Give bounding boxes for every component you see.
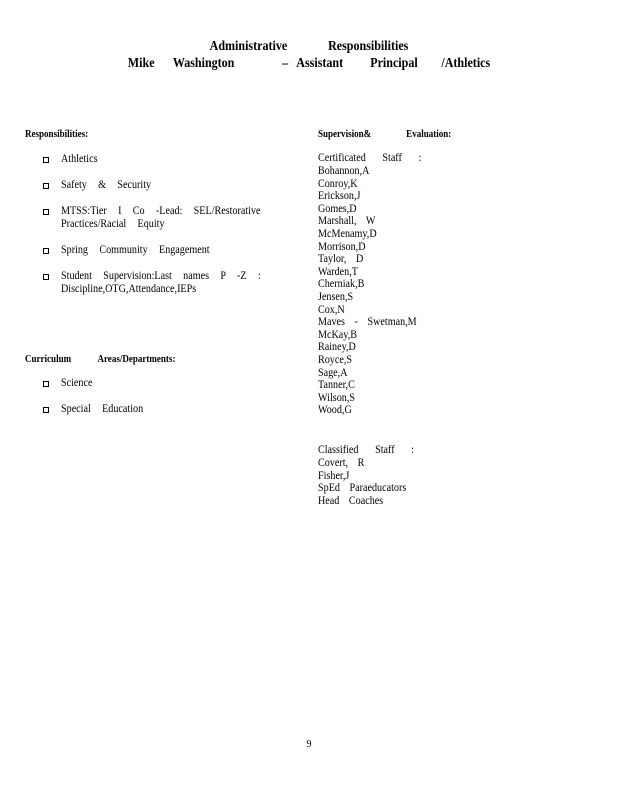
title-dash: – (282, 56, 289, 71)
curriculum-item: Science (25, 377, 291, 390)
curriculum-item: Special Education (25, 403, 291, 416)
staff-name: Gomes,D (318, 202, 357, 215)
page-number: 9 (306, 739, 312, 750)
supervision-heading: Supervision& Evaluation: (318, 128, 452, 140)
staff-name: SpEd Paraeducators (318, 482, 407, 495)
administrator-role-suffix: /Athletics (441, 56, 491, 71)
staff-name: Wilson,S (318, 391, 355, 404)
staff-name: Cherniak,B (318, 278, 365, 291)
certificated-staff-label: Certificated Staff : (318, 152, 422, 164)
staff-name: Jensen,S (318, 290, 354, 303)
staff-name: Marshall, W (318, 215, 376, 228)
classified-staff-section (318, 444, 427, 507)
responsibility-item: Athletics (25, 153, 291, 166)
staff-name: Maves - Swetman,M (318, 316, 417, 329)
staff-name: Tanner,C (318, 379, 355, 392)
staff-name: Warden,T (318, 265, 358, 278)
staff-name: Wood,G (318, 404, 352, 417)
administrator-role: Assistant Principal (296, 56, 418, 71)
staff-name: Erickson,J (318, 190, 361, 203)
staff-name: McKay,B (318, 328, 357, 341)
classified-staff-list (318, 457, 427, 507)
administrator-name: Mike Washington (127, 56, 235, 71)
document-subtitle (43, 56, 574, 72)
staff-name: Rainey,D (318, 341, 356, 354)
curriculum-heading: Curriculum Areas/Departments: (25, 353, 176, 365)
staff-name: Cox,N (318, 303, 345, 316)
staff-name: Royce,S (318, 353, 353, 366)
responsibility-item: Spring Community Engagement (25, 244, 291, 257)
responsibility-item: Safety & Security (25, 179, 291, 192)
staff-name: McMenamy,D (318, 227, 377, 240)
curriculum-list (25, 377, 291, 429)
responsibilities-heading: Responsibilities: (25, 128, 89, 140)
staff-name: Conroy,K (318, 177, 358, 190)
staff-name: Fisher,J (318, 469, 350, 482)
staff-name: Bohannon,A (318, 165, 370, 177)
responsibility-item: Student Supervision:Last names P -Z : Discipline,OTG,Attendance,IEPs (25, 270, 291, 296)
staff-name: Sage,A (318, 366, 348, 379)
certificated-staff-list (318, 165, 435, 417)
responsibility-item: MTSS:Tier I Co -Lead: SEL/Restorative Practices/Racial Equity (25, 205, 291, 231)
staff-name: Covert, R (318, 457, 365, 469)
staff-name: Morrison,D (318, 240, 366, 253)
staff-name: Taylor, D (318, 253, 364, 266)
responsibilities-list (25, 153, 291, 309)
document-title: Administrative Responsibilities (209, 39, 409, 54)
certificated-staff-section (318, 152, 435, 417)
classified-staff-label: Classified Staff : (318, 444, 415, 456)
staff-name: Head Coaches (318, 494, 384, 507)
